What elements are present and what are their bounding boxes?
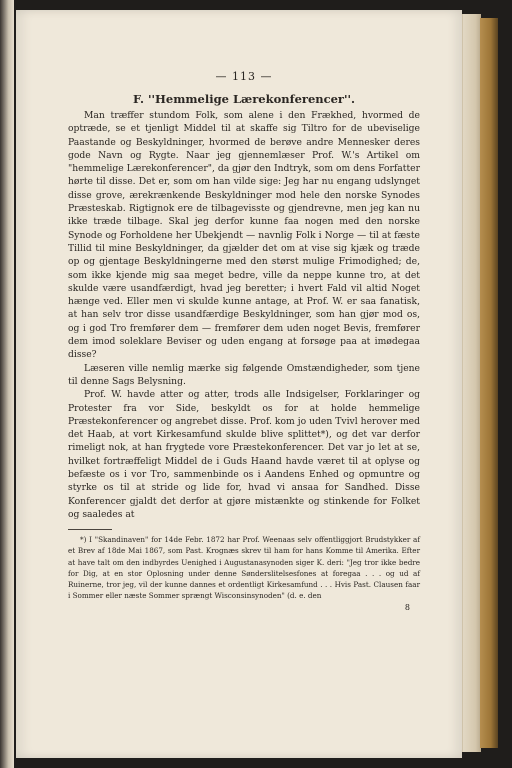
book-page xyxy=(16,10,462,758)
page-number: — 113 — xyxy=(215,70,273,83)
body-paragraph: Læseren ville nemlig mærke sig følgende Omstændigheder, som tjene til denne Sags Belysning. xyxy=(68,362,420,387)
body-paragraph: Prof. W. havde atter og atter, trods alle Indsigelser, Forklaringer og Protester fra vor Side, beskyldt os for at holde hemmelige Præstekonferencer og angrebet disse. Prof. kom jo uden Tvivl herover med det Haab, at vort Kirkesamfund skulde blive splittet*), og det var derfor rimeligt nok, at han frygtede vore Præstekonferencer. Det var jo let at se, hvilket fortræffeligt Middel de i Guds Haand havde været til at oplyse og befæste os i vor Tro, sammenbinde os i Aandens Enhed og opmuntre og styrke os til at stride og lide for, hvad vi ansaa for Sandhed. Disse Konferencer gjaldt det derfor at gjøre mistænkte og stinkende for Folket og saaledes at xyxy=(68,389,420,520)
footnote-divider xyxy=(68,529,112,530)
signature-mark: 8 xyxy=(404,603,410,613)
page-content xyxy=(68,70,420,612)
section-title: F. ''Hemmelige Lærekonferencer''. xyxy=(132,92,356,106)
page-edges-gilt xyxy=(480,18,498,748)
page-edges-light xyxy=(462,14,481,752)
footnote: *) I "Skandinaven" for 14de Febr. 1872 har Prof. Weenaas selv offentliggjort Brudstykker af et Brev af 18de Mai 1867, som Past. Krognæs skrev til ham for hans Komme til Amerika. Efter at have talt om den indbyrdes Uenighed i Augustanasynoden siger K. deri: "Jeg tror ikke bedre for Dig, at en stor Oplosning under denne Sønderslitelsesfones at foregaa . . . og ud af Ruinerne, tror jeg, vil der kunne dannes et ordentligt Kirkesamfund . . . Hvis Past. Clausen faar i Sommer eller næste Sommer sprængt Wisconsinsynoden" (d. e. den xyxy=(68,535,420,601)
book-spine-left xyxy=(0,0,14,768)
body-paragraph: Man træffer stundom Folk, som alene i den Frækhed, hvormed de optræde, se et tjenligt Middel til at skaffe sig Tiltro for de ubeviselige Paastande og Beskyldninger, hvormed de berøve andre Mennesker deres gode Navn og Rygte. Naar jeg gjennemlæser Prof. W.'s Artikel om "hemmelige Lærekonferencer", da gjør den Indtryk, som om dens Forfatter hørte til disse. Det er, som om han vilde sige: Jeg har nu engang udslynget disse grove, ærekrænkende Beskyldninger mod hele den norske Synodes Præsteskab. Rigtignok ere de tilbagevisste og gjendrevne, men jeg kan nu ikke træde tilbage. Skal jeg derfor kunne faa nogen med den norske Synode og Forholdene her Ubekjendt — navnlig Folk i Norge — til at fæste Tillid til mine Beskyldninger, da gjælder det om at vise sig kjæk og træde op og gjentage Beskyldningerne med den størst mulige Frimodighed; de, som ikke kjende mig saa meget bedre, ville da neppe kunne tro, at det skulde være usandfærdigt, hvad jeg beretter; i hvert Fald vil altid Noget hænge ved. Eller men vi skulde kunne antage, at Prof. W. er saa fanatisk, at han selv tror disse usandfærdige Beskyldninger, som han gjør mod os, og i god Tro fremfører dem — fremfører dem uden noget Bevis, fremfører dem imod soleklare Beviser og uden engang at forsøge paa at imødegaa disse? xyxy=(68,110,420,361)
